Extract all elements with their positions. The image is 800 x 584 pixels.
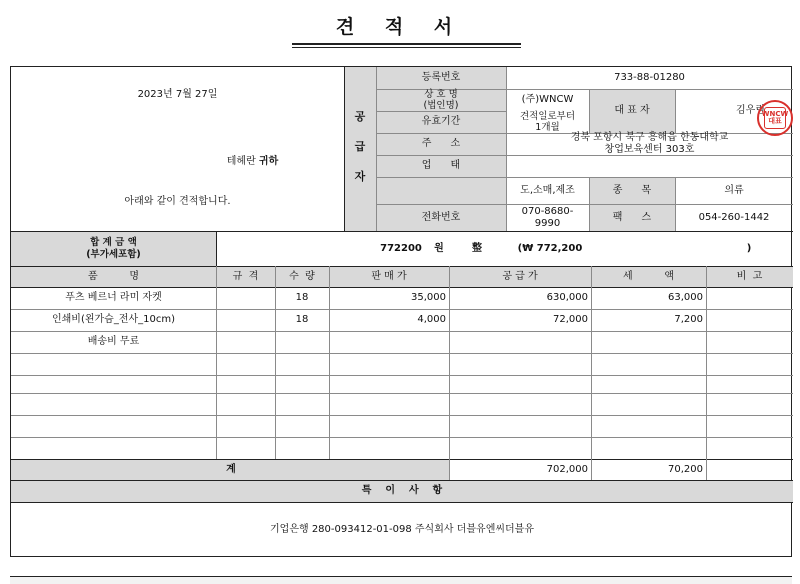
col-header-price: 판 매 가 [371, 270, 407, 282]
sum-supply: 702,000 [546, 463, 588, 475]
total-label: 합 계 금 액 (부가세포함) [86, 237, 141, 260]
col-header-qty: 수 량 [289, 270, 315, 282]
estimate-sheet [10, 66, 792, 557]
table-row-qty: 18 [295, 314, 309, 325]
rep-value: 김우림 [736, 105, 765, 116]
sum-tax: 70,200 [668, 463, 703, 475]
table-row-name: 푸츠 베르너 라미 자켓 [65, 292, 162, 303]
col-header-name: 품 명 [87, 270, 140, 282]
company-seal [757, 100, 793, 136]
document-title: 견 적 서 [335, 16, 465, 38]
total-won-amount: (₩ 772,200 [517, 242, 583, 254]
greeting: 아래와 같이 견적합니다. [124, 196, 231, 207]
fax-value: 054-260-1442 [698, 211, 770, 223]
item-type-label: 종 목 [612, 184, 652, 196]
validity-value: 견적일로부터 1개월 [519, 110, 576, 133]
table-row-supply: 630,000 [546, 292, 588, 303]
table-row-price: 35,000 [411, 292, 446, 303]
table-row-name: 배송비 무료 [87, 336, 140, 347]
item-type-value: 의류 [724, 184, 744, 196]
table-row-price: 4,000 [417, 314, 446, 325]
table-row-name: 인쇄비(왼가슴_전사_10cm) [51, 314, 176, 325]
next-page-edge [10, 576, 792, 584]
total-unit: 원 [434, 242, 444, 254]
address-label: 주 소 [421, 138, 461, 149]
company-label: 상 호 명 (법인명) [423, 88, 459, 111]
reg-no-label: 등록번호 [421, 72, 461, 83]
remarks-title: 특 이 사 항 [361, 485, 443, 496]
total-amount: 772200 [380, 242, 422, 254]
seal-text: WNCW 대표 [761, 110, 789, 125]
sum-label: 계 [226, 463, 236, 475]
table-row-supply: 72,000 [553, 314, 588, 325]
phone-value: 070-8680- 9990 [521, 205, 574, 229]
total-close-paren: ) [746, 242, 752, 254]
business-value: 도,소매,제조 [520, 184, 575, 196]
remarks-text: 기업은행 280-093412-01-098 주식회사 더블유엔씨더블유 [270, 524, 534, 535]
total-jeong: 整 [472, 242, 482, 254]
supplier-label-2: 급 [354, 140, 366, 154]
recipient-suffix: 귀하 [258, 156, 279, 167]
validity-label: 유효기간 [421, 116, 461, 127]
reg-no-value: 733-88-01280 [614, 72, 685, 83]
recipient [11, 151, 344, 173]
recipient-name: 테헤란 [226, 156, 256, 167]
estimate-date: 2023년 7월 27일 [137, 89, 218, 100]
col-header-note: 비 고 [736, 270, 763, 282]
col-header-tax: 세 액 [622, 270, 675, 282]
col-header-supply: 공 급 가 [502, 270, 538, 282]
company-value: (주)WNCW [521, 94, 574, 105]
table-row-qty: 18 [295, 292, 309, 303]
rep-label: 대 표 자 [614, 105, 650, 116]
table-row-tax: 63,000 [668, 292, 703, 303]
business-label: 업 태 [421, 160, 461, 171]
title-underline [292, 43, 521, 45]
table-row-tax: 7,200 [674, 314, 703, 325]
address-value: 경북 포항시 북구 흥해읍 한동대학교 창업보육센터 303호 [570, 132, 729, 155]
supplier-label-1: 공 [354, 110, 366, 124]
phone-label: 전화번호 [421, 211, 461, 223]
business-row-blank [506, 155, 793, 177]
title-underline-2 [292, 47, 521, 48]
col-header-spec: 규 격 [232, 270, 259, 282]
seal-inner [761, 107, 789, 129]
fax-label: 팩 스 [612, 211, 652, 223]
supplier-label-3: 자 [354, 170, 366, 184]
